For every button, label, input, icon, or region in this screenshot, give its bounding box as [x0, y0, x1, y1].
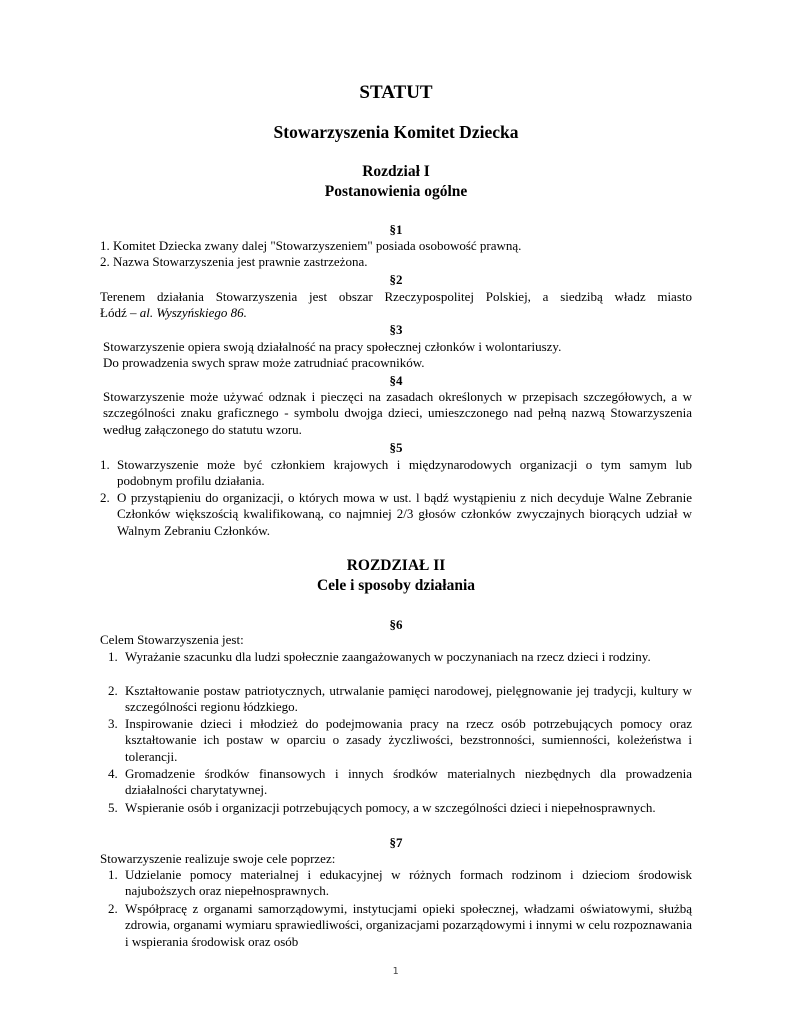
s5-item-2-num: 2.	[100, 490, 110, 505]
s5-item-1-num: 1.	[100, 457, 110, 472]
s7-item-2-num: 2.	[108, 901, 118, 916]
s6-item-5-text: Wspieranie osób i organizacji potrzebujących pomocy, a w szczególności dzieci i niepełnosprawnych.	[125, 800, 656, 815]
s1-line-2: 2. Nazwa Stowarzyszenia jest prawnie zastrzeżona.	[100, 254, 368, 269]
s6-item-2-text: Kształtowanie postaw patriotycznych, utrwalanie pamięci narodowej, pielęgnowanie jej tradycji, kultury w szczególności regionu łódzkiego.	[125, 683, 692, 715]
s6-item-2-num: 2.	[108, 683, 118, 698]
chapter2-subheading: Cele i sposoby działania	[316, 577, 476, 594]
section-6-label: §6	[389, 617, 403, 632]
section-7-label: §7	[389, 835, 403, 850]
s6-item-3-num: 3.	[108, 716, 118, 731]
section-2-label: §2	[389, 272, 403, 287]
s6-item-4-num: 4.	[108, 766, 118, 781]
s7-intro: Stowarzyszenie realizuje swoje cele poprzez:	[100, 851, 336, 866]
document-subtitle: Stowarzyszenia Komitet Dziecka	[273, 122, 519, 142]
s7-item-1-num: 1.	[108, 867, 118, 882]
chapter1-heading: Rozdział I	[362, 163, 430, 180]
chapter2-heading: ROZDZIAŁ II	[346, 557, 446, 574]
section-5-label: §5	[389, 440, 403, 455]
page-number: 1	[392, 966, 399, 977]
s2-city: Łódź –	[100, 305, 137, 320]
s5-item-2-text: O przystąpieniu do organizacji, o których mowa w ust. l bądź wystąpieniu z nich decyduje Walne Zebranie Członków większością kwalifikowaną, co najmniej 2/3 głosów członków zwyczajnych biorących udział w Walnym Zebraniu Członków.	[117, 490, 692, 538]
document-title: STATUT	[359, 82, 433, 103]
s7-item-2-text: Współpracę z organami samorządowymi, instytucjami opieki społecznej, władzami oświatowymi, służbą zdrowia, organami wymiaru sprawiedliwości, organizacjami pozarządowymi i innymi w celu rozpoznawania i wspierania środowisk oraz osób	[125, 901, 692, 949]
s1-line-1: 1. Komitet Dziecka zwany dalej "Stowarzyszeniem" posiada osobowość prawną.	[100, 238, 522, 253]
s4-text: Stowarzyszenie może używać odznak i pieczęci na zasadach określonych w przepisach szczegółowych, a w szczególności znaku graficznego - symbolu dwojga dzieci, umieszczonego nad pełną nazwą Stowarzyszenia według załączonego do statutu wzoru.	[103, 389, 692, 437]
s6-intro: Celem Stowarzyszenia jest:	[100, 632, 244, 647]
s6-item-3-text: Inspirowanie dzieci i młodzież do podejmowania pracy na rzecz osób potrzebujących pomocy oraz kształtowanie ich postaw w oparciu o zasady życzliwości, bezstronności, sumienności, koleżeństwa i tolerancji.	[125, 716, 692, 764]
s6-item-5-num: 5.	[108, 800, 118, 815]
section-3-label: §3	[389, 322, 403, 337]
chapter1-subheading: Postanowienia ogólne	[324, 183, 468, 200]
s6-item-1-num: 1.	[108, 649, 118, 664]
s3-line-1: Stowarzyszenie opiera swoją działalność na pracy społecznej członków i wolontariuszy.	[103, 339, 562, 354]
s7-item-1-text: Udzielanie pomocy materialnej i edukacyjnej w różnych formach rodzinom i dzieciom środowisk najuboższych oraz niepełnosprawnych.	[125, 867, 692, 899]
s3-line-2: Do prowadzenia swych spraw może zatrudniać pracowników.	[103, 355, 425, 370]
s5-item-1-text: Stowarzyszenie może być członkiem krajowych i międzynarodowych organizacji o tym samym lub podobnym profilu działania.	[117, 457, 692, 489]
s6-item-4-text: Gromadzenie środków finansowych i innych środków materialnych niezbędnych dla prowadzenia działalności charytatywnej.	[125, 766, 692, 798]
section-1-label: §1	[389, 222, 403, 237]
s2-address: al. Wyszyńskiego 86.	[139, 305, 247, 320]
s2-text: Terenem działania Stowarzyszenia jest obszar Rzeczypospolitej Polskiej, a siedzibą władz miasto	[100, 289, 692, 304]
s6-item-1-text: Wyrażanie szacunku dla ludzi społecznie zaangażowanych w poczynaniach na rzecz dzieci i rodziny.	[125, 649, 651, 664]
section-4-label: §4	[389, 373, 403, 388]
s2-address-line	[100, 305, 247, 321]
